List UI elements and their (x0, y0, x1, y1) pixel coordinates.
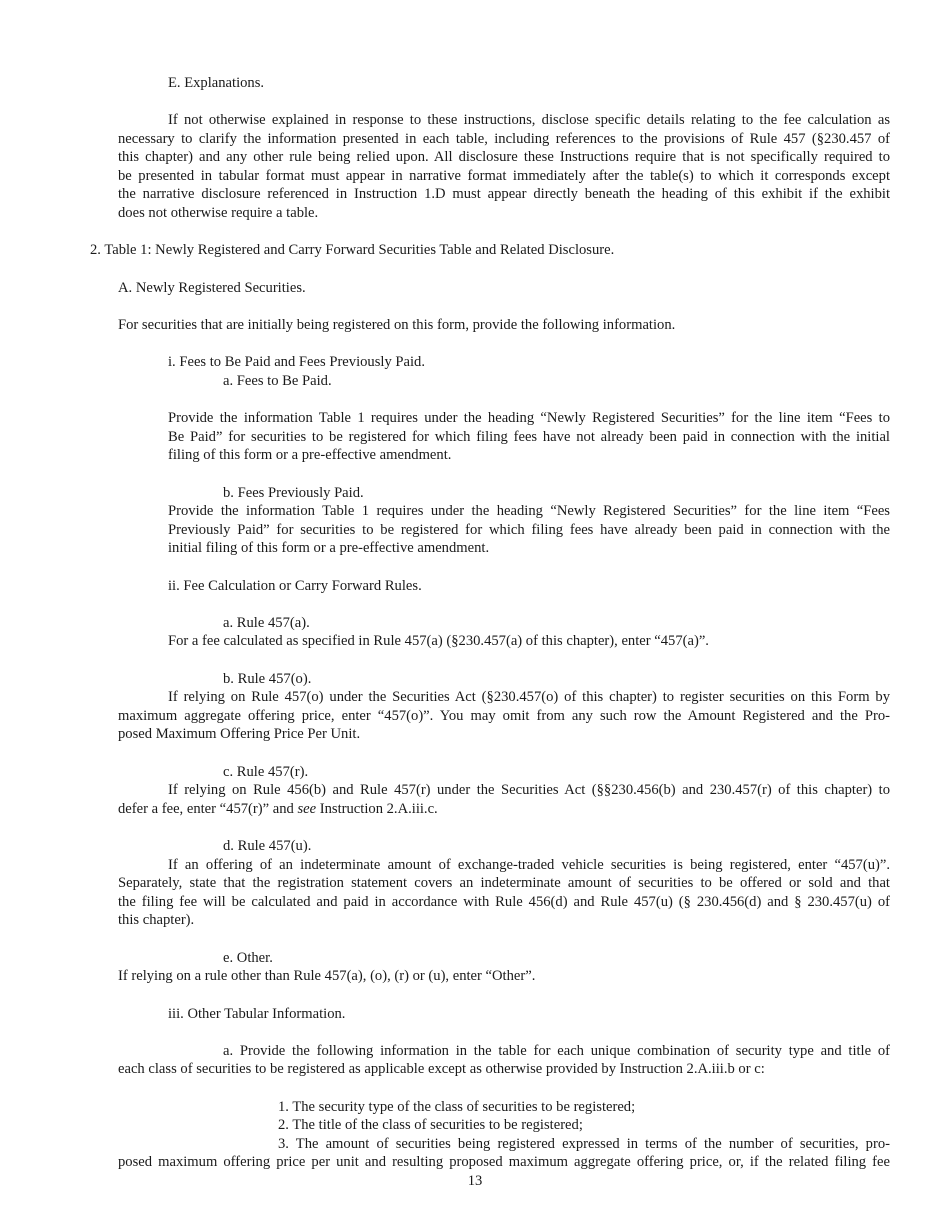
paragraph-i-a-line-3: filing of this form or a pre-effective amendment. (168, 447, 452, 463)
paragraph-ii-b-line-3: posed Maximum Offering Price Per Unit. (118, 726, 361, 742)
list-item-2: 2. The title of the class of securities to be registered; (278, 1117, 583, 1133)
subheading-iii: iii. Other Tabular Information. (168, 1006, 346, 1022)
paragraph-ii-c-line-1: If relying on Rule 456(b) and Rule 457(r) under the Securities Act (§§230.456(b) and 230.457(r) of this chapter) to (168, 782, 890, 798)
paragraph-ii-a: For a fee calculated as specified in Rule 457(a) (§230.457(a) of this chapter), enter “457(a)”. (168, 633, 709, 649)
paragraph-ii-d-line-4: this chapter). (118, 912, 195, 928)
paragraph-2a: For securities that are initially being registered on this form, provide the following information. (118, 317, 676, 333)
subheading-i: i. Fees to Be Paid and Fees Previously Paid. (168, 354, 425, 370)
paragraph-e-line-5: the narrative disclosure referenced in Instruction 1.D must appear directly beneath the heading of this exhibit if the exhibit (118, 186, 890, 202)
section-heading-2a: A. Newly Registered Securities. (118, 280, 306, 296)
paragraph-ii-b-line-2: maximum aggregate offering price, enter “457(o)”. You may omit from any such row the Amount Registered and the Pro- (118, 708, 890, 724)
paragraph-e-line-3: this chapter) and any other rule being relied upon. All disclosure these Instructions require that is not specifically required to (118, 149, 890, 165)
subheading-ii-d: d. Rule 457(u). (223, 838, 312, 854)
paragraph-ii-d-line-3: the filing fee will be calculated and paid in accordance with Rule 456(d) and Rule 457(u) (§ 230.456(d) and § 230.457(u) of (118, 894, 890, 910)
list-item-1: 1. The security type of the class of securities to be registered; (278, 1099, 636, 1115)
paragraph-ii-c-text: defer a fee, enter “457(r)” and (118, 801, 298, 817)
subheading-ii-a: a. Rule 457(a). (223, 615, 310, 631)
subheading-ii-e: e. Other. (223, 950, 273, 966)
paragraph-ii-b-line-1: If relying on Rule 457(o) under the Securities Act (§230.457(o) of this chapter) to register securities on this Form by (168, 689, 890, 705)
paragraph-ii-c-line-2 (118, 800, 438, 818)
paragraph-e-line-6: does not otherwise require a table. (118, 205, 319, 221)
subheading-ii-b: b. Rule 457(o). (223, 671, 312, 687)
paragraph-iii-a-line-2: each class of securities to be registered as applicable except as otherwise provided by Instruction 2.A.iii.b or c: (118, 1061, 765, 1077)
list-item-3-continued: posed maximum offering price per unit and resulting proposed maximum aggregate offering price, or, if the related filing fee (118, 1154, 890, 1170)
paragraph-i-b-line-2: Previously Paid” for securities to be registered for which filing fees have already been paid in connection with the (168, 522, 890, 538)
section-heading-2: 2. Table 1: Newly Registered and Carry Forward Securities Table and Related Disclosure. (90, 242, 615, 258)
subheading-i-b: b. Fees Previously Paid. (223, 485, 364, 501)
paragraph-e-line-4: be presented in tabular format must appear in narrative format immediately after the table(s) to which it corresponds except (118, 168, 890, 184)
page-number: 13 (467, 1173, 483, 1189)
paragraph-e-line-2: necessary to clarify the information presented in each table, including references to the provisions of Rule 457 (§230.457 of (118, 131, 890, 147)
paragraph-ii-c-see: see (297, 801, 317, 817)
section-heading-e: E. Explanations. (168, 75, 265, 91)
subheading-ii: ii. Fee Calculation or Carry Forward Rules. (168, 578, 422, 594)
paragraph-ii-e: If relying on a rule other than Rule 457(a), (o), (r) or (u), enter “Other”. (118, 968, 536, 984)
paragraph-e-line-1: If not otherwise explained in response to these instructions, disclose specific details relating to the fee calculation as (168, 112, 890, 128)
paragraph-ii-d-line-2: Separately, state that the registration statement covers an indeterminate amount of securities to be offered or sold and that (118, 875, 890, 891)
paragraph-ii-c-reference: Instruction 2.A.iii.c. (316, 801, 438, 817)
paragraph-i-a-line-1: Provide the information Table 1 requires under the heading “Newly Registered Securities” for the line item “Fees to (168, 410, 890, 426)
paragraph-ii-d-line-1: If an offering of an indeterminate amount of exchange-traded vehicle securities is being registered, enter “457(u)”. (168, 857, 890, 873)
list-item-3: 3. The amount of securities being registered expressed in terms of the number of securities, pro- (278, 1136, 890, 1152)
subheading-ii-c: c. Rule 457(r). (223, 764, 309, 780)
paragraph-iii-a-line-1: a. Provide the following information in the table for each unique combination of security type and title of (223, 1043, 890, 1059)
paragraph-i-a-line-2: Be Paid” for securities to be registered for which filing fees have not already been paid in connection with the initial (168, 429, 890, 445)
paragraph-i-b-line-1: Provide the information Table 1 requires under the heading “Newly Registered Securities” for the line item “Fees (168, 503, 890, 519)
subheading-i-a: a. Fees to Be Paid. (223, 373, 332, 389)
paragraph-i-b-line-3: initial filing of this form or a pre-effective amendment. (168, 540, 490, 556)
